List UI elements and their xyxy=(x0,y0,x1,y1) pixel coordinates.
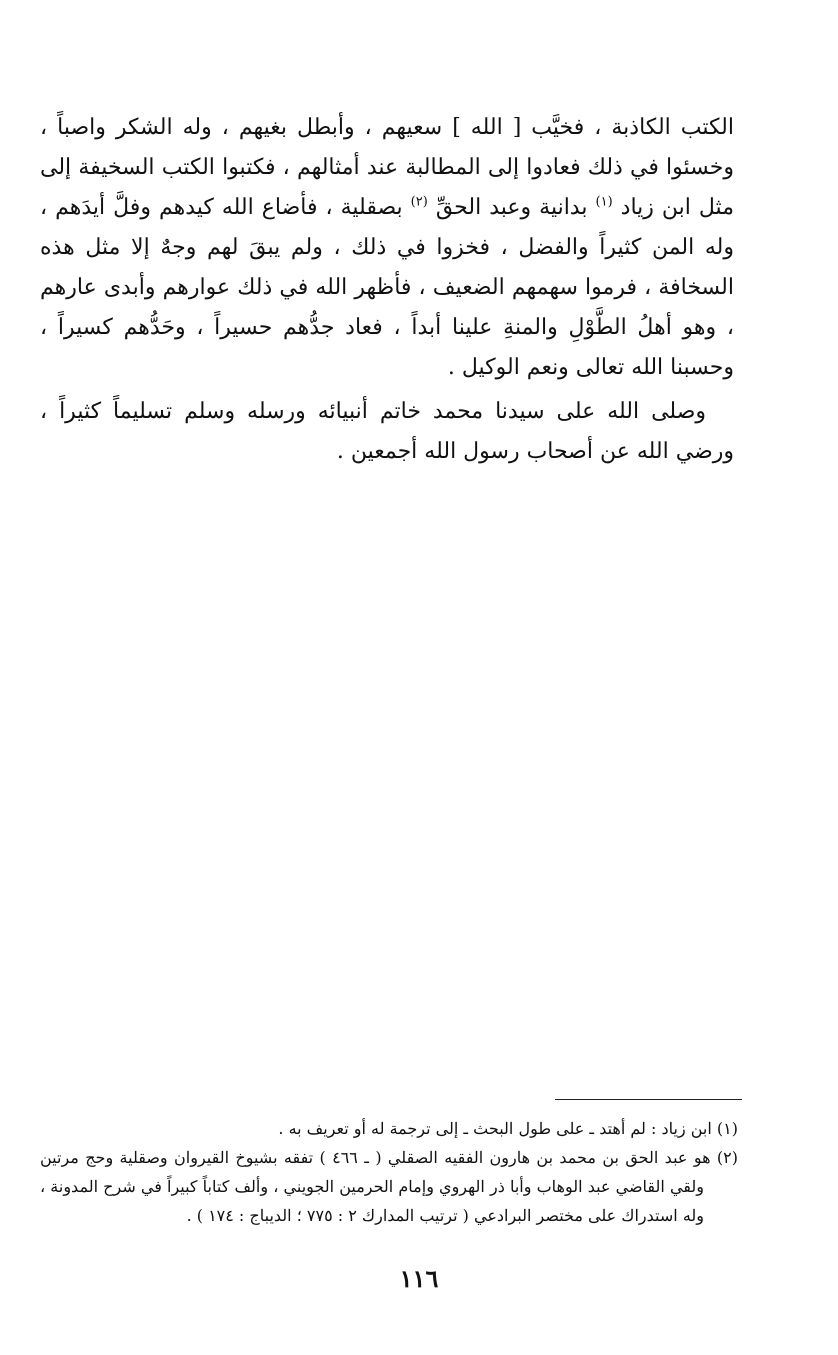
main-text xyxy=(40,108,734,472)
footnote-1: (١) ابن زياد : لم أهتد ـ على طول البحث ـ إلى ترجمة له أو تعريف به . xyxy=(278,1119,738,1138)
paragraph-1 xyxy=(40,108,734,388)
footnotes xyxy=(40,1114,738,1230)
footnote-separator xyxy=(555,1099,742,1100)
paragraph-1-part-c: بصقلية ، فأضاع الله كيدهم وفلَّ أيدَهم ، وله المن كثيراً والفضل ، فخزوا في ذلك ، ولم يبقَ لهم وجهٌ إلا مثل هذه السخافة ، فرموا سهمهم الضعيف ، فأظهر الله في ذلك عوارهم وأبدى عارهم ، وهو أهلُ الطَّوْلِ والمنةِ علينا أبداً ، فعاد جدُّهم حسيراً ، وحَدُّهم كسيراً ، وحسبنا الله تعالى ونعم الوكيل . xyxy=(40,195,734,380)
paragraph-1-part-b: بدانية وعبد الحقِّ xyxy=(435,195,588,220)
paragraph-1-part-a: الكتب الكاذبة ، فخيَّب [ الله ] سعيهم ، وأبطل بغيهم ، وله الشكر واصباً ، وخسئوا في ذلك فعادوا إلى المطالبة عند أمثالهم ، فكتبوا الكتب السخيفة إلى مثل ابن زياد xyxy=(40,115,734,220)
paragraph-2: وصلى الله على سيدنا محمد خاتم أنبيائه ورسله وسلم تسليماً كثيراً ، ورضي الله عن أصحاب رسول الله أجمعين . xyxy=(40,399,734,464)
page-number: ١١٦ xyxy=(399,1264,439,1293)
footnote-ref-2: (٢) xyxy=(410,194,428,210)
footnote-ref-1: (١) xyxy=(595,194,613,210)
footnote-2: (٢) هو عبد الحق بن محمد بن هارون الفقيه الصقلي ( ـ ٤٦٦ ) تفقه بشيوخ القيروان وصقلية وحج مرتين ولقي القاضي عبد الوهاب وأبا ذر الهروي وإمام الحرمين الجويني ، وألف كتاباً كبيراً في شرح المدونة ، وله استدراك على مختصر البرادعي ( ترتيب المدارك ٢ : ٧٧٥ ؛ الديباج : ١٧٤ ) . xyxy=(40,1148,738,1225)
